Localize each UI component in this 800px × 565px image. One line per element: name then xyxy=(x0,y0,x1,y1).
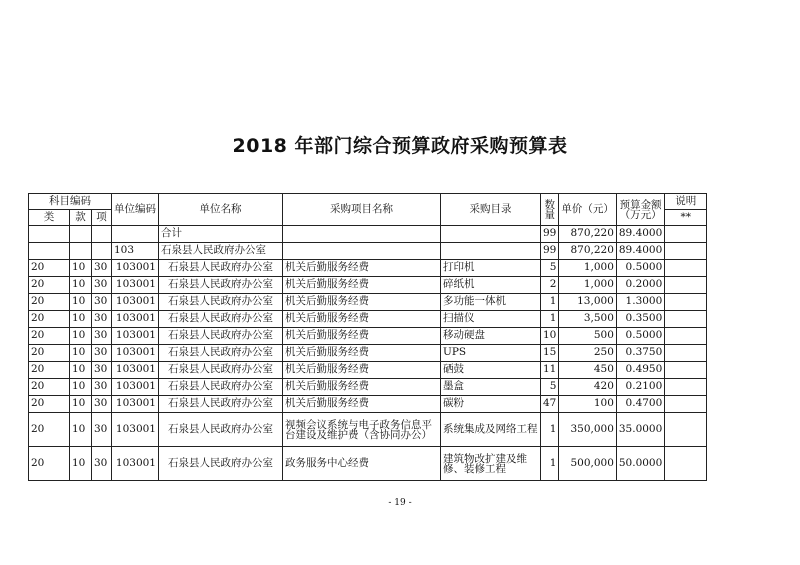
cell-xiang: 30 xyxy=(92,328,112,345)
cell-qty: 1 xyxy=(541,311,559,328)
cell-catalog: 移动硬盘 xyxy=(441,328,541,345)
cell-unit-code: 103001 xyxy=(112,311,159,328)
cell-project: 机关后勤服务经费 xyxy=(283,345,441,362)
cell-price: 500 xyxy=(559,328,617,345)
cell-catalog: 打印机 xyxy=(441,260,541,277)
cell-catalog: 多功能一体机 xyxy=(441,294,541,311)
total-quantity: 99 xyxy=(541,226,559,243)
table-row xyxy=(29,379,707,396)
cell-unit-name: 石泉县人民政府办公室 xyxy=(159,345,283,362)
cell-lei: 20 xyxy=(29,277,70,294)
table-row xyxy=(29,260,707,277)
cell-unit-code: 103001 xyxy=(112,328,159,345)
header-project-name: 采购项目名称 xyxy=(283,194,441,226)
cell-price: 250 xyxy=(559,345,617,362)
cell-catalog: UPS xyxy=(441,345,541,362)
cell-amount: 0.2100 xyxy=(616,379,664,396)
dept-quantity: 99 xyxy=(541,243,559,260)
cell-kuan: 10 xyxy=(70,379,92,396)
table-row xyxy=(29,294,707,311)
cell-price: 3,500 xyxy=(559,311,617,328)
page-number: - 19 - xyxy=(388,498,412,508)
cell-unit-name: 石泉县人民政府办公室 xyxy=(159,447,283,481)
cell-xiang: 30 xyxy=(92,294,112,311)
cell-qty: 5 xyxy=(541,379,559,396)
table-row xyxy=(29,277,707,294)
cell-unit-name: 石泉县人民政府办公室 xyxy=(159,294,283,311)
cell-unit-code: 103001 xyxy=(112,362,159,379)
table-row xyxy=(29,328,707,345)
header-unit-code: 单位编码 xyxy=(112,194,159,226)
cell-catalog: 扫描仪 xyxy=(441,311,541,328)
cell-unit-name: 石泉县人民政府办公室 xyxy=(159,379,283,396)
cell-kuan: 10 xyxy=(70,311,92,328)
cell-xiang: 30 xyxy=(92,447,112,481)
cell-project: 机关后勤服务经费 xyxy=(283,277,441,294)
cell-price: 420 xyxy=(559,379,617,396)
table-row xyxy=(29,345,707,362)
cell-price: 350,000 xyxy=(559,413,617,447)
header-quantity: 数量 xyxy=(541,194,559,226)
cell-project: 机关后勤服务经费 xyxy=(283,311,441,328)
cell-amount: 0.3750 xyxy=(616,345,664,362)
table-row xyxy=(29,413,707,447)
dept-code: 103 xyxy=(112,243,159,260)
cell-unit-code: 103001 xyxy=(112,447,159,481)
table-row xyxy=(29,362,707,379)
header-lei: 类 xyxy=(29,210,70,226)
cell-kuan: 10 xyxy=(70,260,92,277)
cell-lei: 20 xyxy=(29,396,70,413)
cell-qty: 11 xyxy=(541,362,559,379)
total-price: 870,220 xyxy=(559,226,617,243)
header-kuan: 款 xyxy=(70,210,92,226)
dept-row xyxy=(29,243,707,260)
cell-price: 13,000 xyxy=(559,294,617,311)
cell-lei: 20 xyxy=(29,311,70,328)
cell-kuan: 10 xyxy=(70,345,92,362)
cell-unit-code: 103001 xyxy=(112,260,159,277)
cell-kuan: 10 xyxy=(70,413,92,447)
cell-unit-name: 石泉县人民政府办公室 xyxy=(159,413,283,447)
cell-unit-code: 103001 xyxy=(112,379,159,396)
cell-unit-code: 103001 xyxy=(112,294,159,311)
cell-amount: 1.3000 xyxy=(616,294,664,311)
cell-lei: 20 xyxy=(29,447,70,481)
cell-amount: 0.5000 xyxy=(616,260,664,277)
cell-qty: 1 xyxy=(541,413,559,447)
cell-qty: 15 xyxy=(541,345,559,362)
cell-qty: 1 xyxy=(541,294,559,311)
table-row xyxy=(29,396,707,413)
header-note-sub: ** xyxy=(665,210,707,226)
cell-price: 1,000 xyxy=(559,260,617,277)
cell-unit-code: 103001 xyxy=(112,345,159,362)
cell-xiang: 30 xyxy=(92,396,112,413)
header-budget-amount: 预算金额（万元） xyxy=(616,194,664,226)
cell-catalog: 碎纸机 xyxy=(441,277,541,294)
cell-project: 机关后勤服务经费 xyxy=(283,379,441,396)
cell-project: 机关后勤服务经费 xyxy=(283,362,441,379)
cell-amount: 0.2000 xyxy=(616,277,664,294)
cell-price: 1,000 xyxy=(559,277,617,294)
dept-name: 石泉县人民政府办公室 xyxy=(159,243,283,260)
cell-qty: 5 xyxy=(541,260,559,277)
cell-qty: 1 xyxy=(541,447,559,481)
cell-project: 机关后勤服务经费 xyxy=(283,328,441,345)
cell-xiang: 30 xyxy=(92,311,112,328)
cell-project: 机关后勤服务经费 xyxy=(283,294,441,311)
procurement-budget-table xyxy=(28,193,707,481)
cell-catalog: 建筑物改扩建及维修、装修工程 xyxy=(441,447,541,481)
cell-amount: 35.0000 xyxy=(616,413,664,447)
cell-xiang: 30 xyxy=(92,260,112,277)
header-unit-name: 单位名称 xyxy=(159,194,283,226)
total-row xyxy=(29,226,707,243)
cell-xiang: 30 xyxy=(92,379,112,396)
cell-amount: 0.3500 xyxy=(616,311,664,328)
cell-catalog: 硒鼓 xyxy=(441,362,541,379)
header-catalog: 采购目录 xyxy=(441,194,541,226)
cell-xiang: 30 xyxy=(92,413,112,447)
header-subject-code: 科目编码 xyxy=(29,194,112,210)
dept-price: 870,220 xyxy=(559,243,617,260)
cell-price: 100 xyxy=(559,396,617,413)
cell-kuan: 10 xyxy=(70,328,92,345)
cell-lei: 20 xyxy=(29,345,70,362)
cell-project: 机关后勤服务经费 xyxy=(283,396,441,413)
cell-unit-name: 石泉县人民政府办公室 xyxy=(159,328,283,345)
cell-unit-name: 石泉县人民政府办公室 xyxy=(159,362,283,379)
cell-unit-name: 石泉县人民政府办公室 xyxy=(159,311,283,328)
table-row xyxy=(29,447,707,481)
header-unit-price: 单价（元） xyxy=(559,194,617,226)
cell-qty: 2 xyxy=(541,277,559,294)
cell-lei: 20 xyxy=(29,413,70,447)
cell-lei: 20 xyxy=(29,362,70,379)
cell-unit-code: 103001 xyxy=(112,413,159,447)
cell-amount: 0.4950 xyxy=(616,362,664,379)
cell-amount: 50.0000 xyxy=(616,447,664,481)
cell-catalog: 墨盒 xyxy=(441,379,541,396)
table-row xyxy=(29,311,707,328)
cell-price: 450 xyxy=(559,362,617,379)
cell-project: 政务服务中心经费 xyxy=(283,447,441,481)
cell-xiang: 30 xyxy=(92,277,112,294)
cell-xiang: 30 xyxy=(92,362,112,379)
cell-lei: 20 xyxy=(29,379,70,396)
cell-xiang: 30 xyxy=(92,345,112,362)
cell-project: 视频会议系统与电子政务信息平台建设及维护费（含协同办公） xyxy=(283,413,441,447)
total-label: 合计 xyxy=(159,226,283,243)
header-xiang: 项 xyxy=(92,210,112,226)
cell-unit-code: 103001 xyxy=(112,277,159,294)
cell-kuan: 10 xyxy=(70,396,92,413)
cell-kuan: 10 xyxy=(70,277,92,294)
cell-lei: 20 xyxy=(29,260,70,277)
cell-lei: 20 xyxy=(29,294,70,311)
cell-kuan: 10 xyxy=(70,362,92,379)
cell-kuan: 10 xyxy=(70,447,92,481)
page-title: 2018 年部门综合预算政府采购预算表 xyxy=(232,135,568,157)
cell-catalog: 系统集成及网络工程 xyxy=(441,413,541,447)
cell-unit-code: 103001 xyxy=(112,396,159,413)
header-note: 说明 xyxy=(665,194,707,210)
cell-unit-name: 石泉县人民政府办公室 xyxy=(159,260,283,277)
cell-qty: 47 xyxy=(541,396,559,413)
cell-amount: 0.4700 xyxy=(616,396,664,413)
cell-kuan: 10 xyxy=(70,294,92,311)
cell-qty: 10 xyxy=(541,328,559,345)
cell-lei: 20 xyxy=(29,328,70,345)
cell-amount: 0.5000 xyxy=(616,328,664,345)
cell-price: 500,000 xyxy=(559,447,617,481)
cell-unit-name: 石泉县人民政府办公室 xyxy=(159,396,283,413)
cell-unit-name: 石泉县人民政府办公室 xyxy=(159,277,283,294)
dept-amount: 89.4000 xyxy=(616,243,664,260)
cell-project: 机关后勤服务经费 xyxy=(283,260,441,277)
total-amount: 89.4000 xyxy=(616,226,664,243)
cell-catalog: 碳粉 xyxy=(441,396,541,413)
